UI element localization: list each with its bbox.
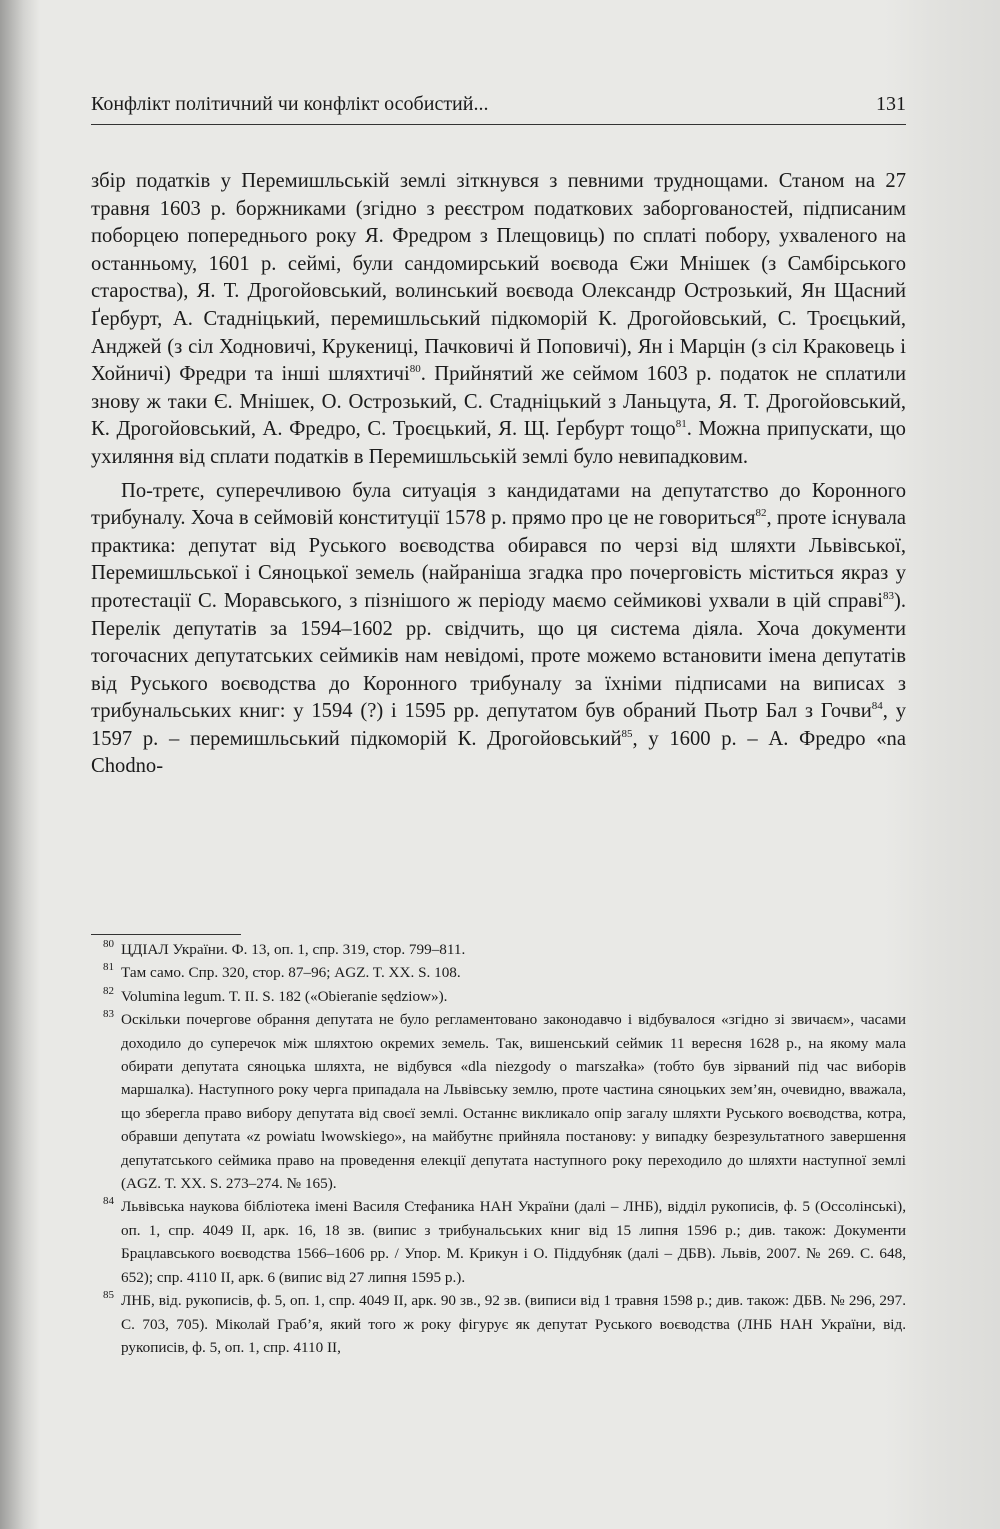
footnote-text: Львівська наукова бібліотека імені Василя Стефаника НАН України (далі – ЛНБ), відділ рукописів, ф. 5 (Оссолінські), оп. 1, спр. 4049 II, арк. 16, 18 зв. (випис з трибунальських книг від 15 липня 1596 р.; див. також: Документи Брацлавського воєводства 1566–1606 рр. / Упор. М. Крикун і О. Піддубняк (далі – ДБВ). Львів, 2007. № 269. С. 648, 652); спр. 4110 II, арк. 6 (випис від 27 липня 1595 р.). bbox=[121, 1198, 906, 1286]
footnote-number: 83 bbox=[103, 1008, 114, 1021]
paragraph-text: збір податків у Перемишльській землі зіткнувся з певними труднощами. Станом на 27 травня 1603 р. боржниками (згідно з реєстром податкових заборгованостей, підписаним поборцею попереднього року Я. Фредром з Плещовиць) по сплаті побору, ухваленого на останньому, 1601 р. сеймі, були сандомирський воєвода Єжи Мнішек (з Самбірського староства), Я. Т. Дрогойовський, волинський воєвода Олександр Острозький, Ян Щасний Ґербурт, А. Стадніцький, перемишльський підкоморій К. Дрогойовський, С. Троєцький, Анджей (з сіл Ходновичі, Крукениці, Пачковичі й Поповичі), Ян і Марцін (з сіл Краковець і Хойничі) Фредри та інші шляхтичі bbox=[91, 170, 906, 386]
footnote bbox=[91, 1289, 906, 1359]
footnote-ref[interactable]: 82 bbox=[755, 507, 767, 520]
footnote-ref[interactable]: 83 bbox=[882, 590, 894, 603]
footnote bbox=[91, 938, 906, 961]
footnote-text: Оскільки почергове обрання депутата не було регламентовано законодавчо і відбувалося «згідно зі звичаєм», часами доходило до суперечок між шляхтою окремих земель. Так, вишенський сеймик 11 вересня 1628 р., на якому мала обирати депутата сяноцька шляхта, не відбувся «dla niezgody o marszałka» (тобто був зірваний під час виборів маршалка). Наступного року черга припадала на Львівську землю, проте частина сяноцьких зем’ян, очевидно, вважала, що зберегла право вибору депутата від своєї землі. Останнє викликало опір загалу шляхти Руського воєводства, котра, обравши депутата «z powiatu lwowskiego», на майбутнє прийняла постанову: у випадку безрезультатного завершення депутатського сеймика право на проведення елекції депутата наступного року переходило до шляхти наступної землі (AGZ. T. XX. S. 273–274. № 165). bbox=[121, 1011, 906, 1193]
footnote-text: ЦДІАЛ України. Ф. 13, оп. 1, спр. 319, стор. 799–811. bbox=[121, 941, 466, 958]
paragraph bbox=[91, 478, 906, 782]
footnote-number: 85 bbox=[103, 1289, 114, 1302]
footnote-ref[interactable]: 81 bbox=[675, 418, 687, 431]
paragraph-text: ). Перелік депутатів за 1594–1602 рр. свідчить, що ця система діяла. Хоча документи тогочасних депутатських сеймиків нам невідомі, проте можемо встановити імена депутатів від Руського воєводства до Коронного трибуналу за їхніми підписами на виписах з трибунальських книг: у 1594 (?) і 1595 рр. депутатом був обраний Пьотр Бал з Гочви bbox=[91, 589, 906, 723]
footnote-ref[interactable]: 80 bbox=[409, 363, 421, 376]
paragraph-text: , проте існувала практика: депутат від Руського воєводства обирався по черзі від шляхти Львівської, Перемишльської і Сяноцької земель (найраніша згадка про почерговість міститься якраз у протестації С. Моравського, з пізнішого ж періоду маємо сеймикові ухвали в цій справі bbox=[91, 507, 906, 612]
footnote-number: 84 bbox=[103, 1195, 114, 1208]
footnote-number: 80 bbox=[103, 938, 114, 950]
page-fold-shadow bbox=[0, 0, 40, 1529]
paragraph-text: , у 1600 р. – А. Фредро «na Chodno- bbox=[91, 727, 906, 778]
footnote bbox=[91, 1195, 906, 1289]
footnote-number: 82 bbox=[103, 984, 114, 997]
paragraph-text: , у 1597 р. – перемишльський підкоморій К. Дрогойовський bbox=[91, 700, 907, 750]
footnote bbox=[91, 985, 906, 1008]
footnote bbox=[91, 961, 906, 984]
paragraph-text: . Прийнятий же сеймом 1603 р. податок не сплатили знову ж таки Є. Мнішек, О. Острозький, С. Стадніцький з Ланьцута, Я. Т. Дрогойовський, К. Дрогойовський, А. Фредро, С. Троєцький, Я. Щ. Ґербурт тощо bbox=[91, 363, 906, 441]
paragraph-text: По-третє, суперечливою була ситуація з кандидатами на депутатство до Коронного трибуналу. Хоча в сеймовій конституції 1578 р. прямо про це не говориться bbox=[91, 479, 906, 530]
paragraph bbox=[91, 168, 906, 472]
page-header bbox=[91, 93, 906, 123]
header-rule bbox=[91, 124, 906, 125]
footnote bbox=[91, 1008, 906, 1195]
footnote-text: ЛНБ, від. рукописів, ф. 5, оп. 1, спр. 4049 II, арк. 90 зв., 92 зв. (виписи від 1 травня 1598 р.; див. також: ДБВ. № 296, 297. С. 703, 705). Міколай Граб’я, який того ж року фігурує як депутат Руського воєводства (ЛНБ НАН України, від. рукописів, ф. 5, оп. 1, спр. 4110 II, bbox=[121, 1292, 906, 1356]
footnotes bbox=[91, 938, 906, 1359]
footnote-ref[interactable]: 85 bbox=[621, 728, 633, 741]
running-title: Конфлікт політичний чи конфлікт особистий... bbox=[91, 93, 489, 115]
page-number: 131 bbox=[876, 93, 906, 115]
footnote-ref[interactable]: 84 bbox=[871, 700, 883, 713]
footnote-number: 81 bbox=[103, 961, 114, 974]
footnote-text: Там само. Спр. 320, стор. 87–96; AGZ. T. XX. S. 108. bbox=[121, 964, 461, 982]
body-text bbox=[91, 168, 906, 781]
footnote-text: Volumina legum. T. II. S. 182 («Obieranie sędziow»). bbox=[121, 987, 448, 1005]
paragraph-text: . Можна припускати, що ухиляння від сплати податків в Перемишльській землі було невипадковим. bbox=[91, 418, 906, 468]
